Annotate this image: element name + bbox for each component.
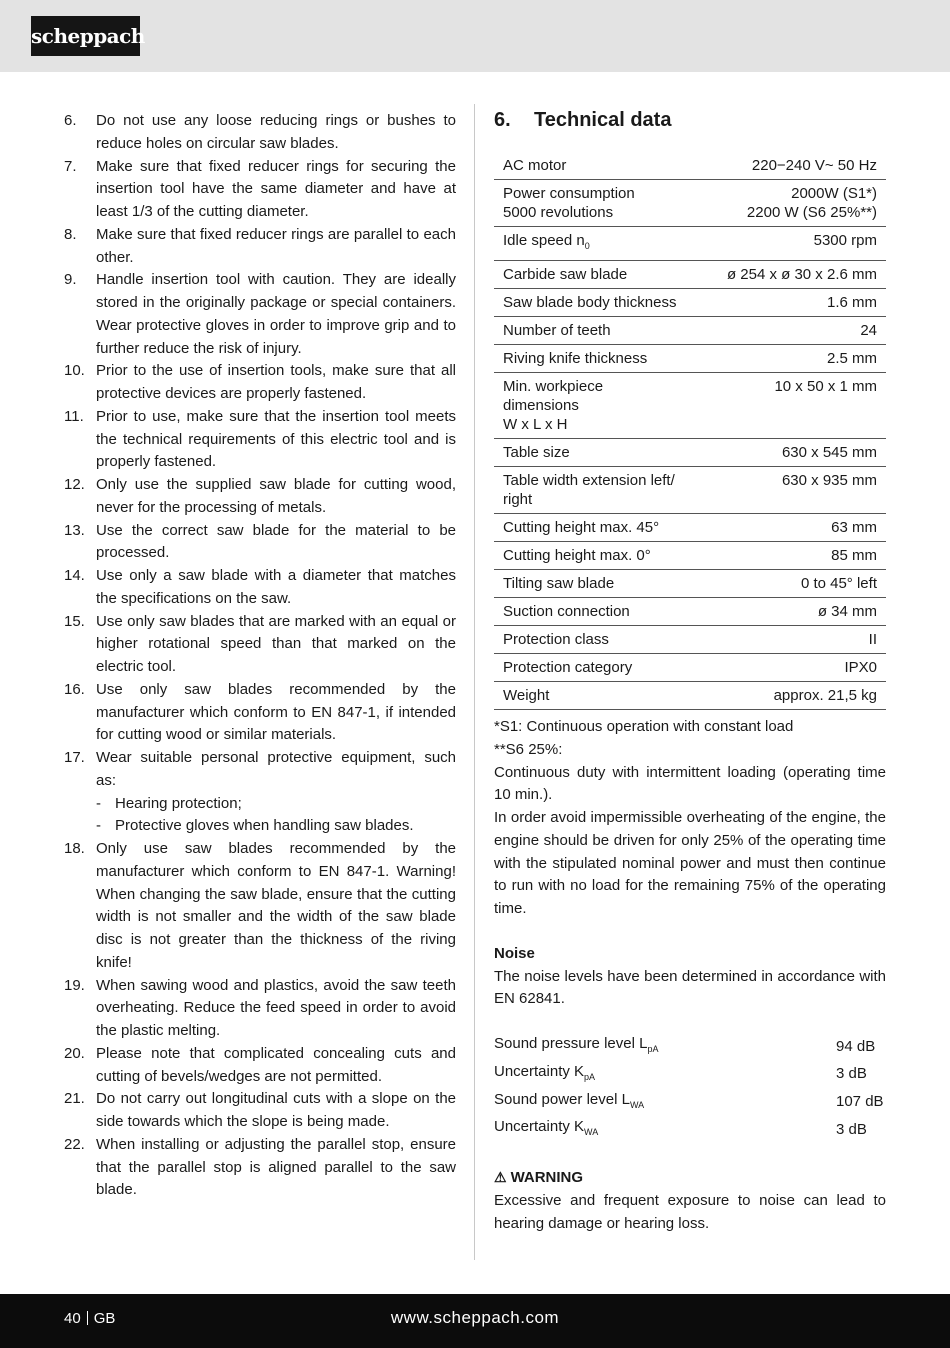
item-text [96,838,456,975]
list-item [64,611,456,679]
list-item [64,975,456,1043]
spec-label: Min. workpiece dimensions W x L x H [503,378,604,433]
spec-label: Protection category [503,659,633,676]
list-item [64,747,456,838]
spec-value: 5300 rpm [813,232,877,249]
spec-value: IPX0 [844,659,877,676]
safety-instructions-list [64,110,456,1202]
section-heading: 6. Technical data [494,109,672,131]
noise-value: 107 dB [836,1093,884,1110]
spec-row [494,542,886,570]
item-text-body: Handle insertion tool with caution. They are ideally stored in the originally package or special containers. Wear protective gloves in order to improve grip and to further reduce the risk of injury. [96,271,456,357]
item-number: 12. [64,476,85,493]
spec-row [494,373,886,439]
item-number: 19. [64,976,85,994]
s1-note: *S1: Continuous operation with constant load [494,718,794,735]
technical-data-section [494,106,886,1235]
spec-value: 0 to 45° left [800,575,877,592]
item-number: 20. [64,1044,85,1062]
list-item [64,360,456,406]
dash-bullet: - [96,817,101,835]
dash-bullet: - [96,794,101,812]
item-text-body: Prior to use, make sure that the insertion tool meets the technical requirements of this electric tool and is properly fastened. [96,407,456,471]
item-number: 16. [64,680,85,698]
noise-label: Sound pressure level $L_{pA}$ [494,1035,659,1054]
spec-label: Number of teeth [503,322,611,339]
spec-row [494,598,886,626]
item-text [96,156,456,224]
spec-row [494,467,886,514]
list-item [64,110,456,156]
spec-label: Idle speed $n_0$ [503,232,590,251]
noise-value: 3 dB [836,1120,867,1138]
item-text-body: Use only saw blades recommended by the manufacturer which conform to EN 847-1, if intended for cutting wood or similar materials. [96,680,456,744]
spec-value: 630 x 935 mm [781,472,877,489]
noise-row [494,1061,886,1089]
sub-item-text: Hearing protection; [115,794,242,812]
noise-label: Uncertainty $K_{WA}$ [494,1118,599,1138]
item-text-body: Make sure that fixed reducer rings for securing the insertion tool have the same diameter and have at least 1/3 of the cutting diameter. [96,157,456,220]
list-item [64,156,456,224]
spec-row [494,154,886,180]
spec-value: 2000W (S1*) 2200 W (S6 25%**) [746,185,877,221]
item-text [96,269,456,360]
spec-label: Protection class [503,631,609,648]
item-number: 10. [64,362,85,380]
item-text [96,520,456,566]
spec-value: 2.5 mm [826,350,877,367]
noise-value: 3 dB [836,1065,867,1083]
item-text [96,1134,456,1202]
item-number: 7. [64,157,77,175]
noise-label: Sound power level $L_{WA}$ [494,1090,645,1110]
warning-heading: ⚠ WARNING [494,1169,584,1186]
list-item [64,474,456,520]
item-text-body: Please note that complicated concealing cuts and cutting of bevels/wedges are not permitted. [96,1044,456,1085]
page-number: 40 GB [64,1310,116,1327]
spec-row [494,289,886,317]
list-item [64,1088,456,1134]
item-text-body: Use only saw blades that are marked with an equal or higher rotational speed than that marked on the electric tool. [96,612,456,675]
item-number: 11. [64,407,84,425]
noise-row [494,1116,886,1144]
spec-value: 220−240 V~ 50 Hz [751,157,877,174]
engine-note: In order avoid impermissible overheating of the engine, the engine should be driven for only 25% of the operating time with the stipulated nominal power and must then continue to run with no load for the remaining 75% of the operating time. [494,809,886,917]
spec-row [494,654,886,682]
item-text-body: When sawing wood and plastics, avoid the saw teeth overheating. Reduce the feed speed in order to avoid the plastic melting. [96,976,456,1039]
list-item [64,838,456,975]
item-text-body: Do not use any loose reducing rings or bushes to reduce holes on circular saw blades. [96,112,456,152]
spec-label: Riving knife thickness [503,350,648,367]
list-item [64,406,456,474]
item-number: 14. [64,567,85,584]
noise-text: The noise levels have been determined in accordance with EN 62841. [494,967,886,1008]
spec-value: 85 mm [831,547,877,564]
spec-label: Saw blade body thickness [503,294,677,311]
sub-list-item [96,793,456,816]
spec-row [494,626,886,654]
list-item [64,679,456,747]
spec-label: Cutting height max. 0° [503,547,651,564]
s6-description: Continuous duty with intermittent loading (operating time 10 min.). [494,763,886,804]
spec-row [494,570,886,598]
item-text-body: Do not carry out longitudinal cuts with a slope on the side towards which the slope is being made. [96,1090,456,1130]
spec-row [494,682,886,710]
item-text [96,110,456,156]
item-text [96,975,456,1043]
item-text-body: Only use the supplied saw blade for cutting wood, never for the processing of metals. [96,476,456,516]
spec-label: Cutting height max. 45° [503,519,660,536]
list-item [64,520,456,566]
item-text [96,1043,456,1089]
item-text [96,565,456,611]
column-divider [474,104,475,1260]
item-text [96,679,456,747]
item-text [96,1088,456,1134]
item-text [96,224,456,270]
item-number: 8. [64,225,77,243]
item-number: 13. [64,521,85,539]
noise-row [494,1089,886,1117]
spec-label: AC motor [503,157,567,174]
noise-row [494,1033,886,1061]
item-text [96,406,456,474]
spec-label: Suction connection [503,603,630,620]
item-text-body: Use only a saw blade with a diameter that matches the specifications on the saw. [96,567,456,607]
noise-heading: Noise [494,944,535,962]
page-header [0,0,950,72]
spec-label: Table width extension left/ right [503,472,675,508]
spec-label: Power consumption 5000 revolutions [503,185,635,221]
spec-value: ø 254 x ø 30 x 2.6 mm [726,266,877,283]
duty-notes [494,716,886,921]
spec-value: 630 x 545 mm [781,444,877,461]
item-number: 22. [64,1135,85,1153]
item-number: 17. [64,749,85,766]
item-text [96,747,456,838]
item-number: 15. [64,612,85,630]
item-number: 18. [64,840,85,857]
s6-note: **S6 25%: [494,740,563,758]
sub-item-text: Protective gloves when handling saw blades. [115,817,414,835]
website-link[interactable]: www.scheppach.com [390,1308,560,1327]
spec-row [494,227,886,261]
spec-value: 24 [860,322,877,339]
spec-value: approx. 21,5 kg [773,687,877,704]
spec-label: Weight [503,687,550,704]
spec-label: Tilting saw blade [503,575,615,592]
sub-list-item [96,815,456,838]
list-item [64,565,456,611]
spec-label: Carbide saw blade [503,266,628,283]
item-number: 9. [64,271,77,289]
list-item [64,269,456,360]
item-text [96,474,456,520]
list-item [64,224,456,270]
item-text-body: Make sure that fixed reducer rings are parallel to each other. [96,225,456,266]
list-item [64,1134,456,1202]
scheppach-logo: scheppach [31,16,140,56]
noise-table [494,1033,886,1144]
item-text-body: Prior to the use of insertion tools, make sure that all protective devices are properly fastened. [96,362,456,402]
spec-label: Table size [503,444,570,461]
noise-label: Uncertainty $K_{pA}$ [494,1062,596,1082]
warning-text: Excessive and frequent exposure to noise can lead to hearing damage or hearing loss. [494,1191,886,1232]
item-text-body: Wear suitable personal protective equipment, such as: [96,749,456,789]
spec-value: 63 mm [831,519,877,536]
item-text-body: Only use saw blades recommended by the manufacturer which conform to EN 847-1. Warning! When changing the saw blade, ensure that the cutting width is not smaller and the width of the saw blade disc is not greater than the thickness of the riving knife! [96,840,456,971]
spec-row [494,261,886,289]
spec-row [494,180,886,227]
spec-value: ø 34 mm [817,603,877,620]
spec-value: 1.6 mm [826,294,877,311]
technical-data-table [494,154,886,710]
spec-value: II [868,631,877,648]
item-text [96,611,456,679]
warning-triangle-icon: ⚠ [494,1169,507,1185]
item-number: 6. [64,112,77,129]
noise-value: 94 dB [836,1037,876,1055]
item-text-body: When installing or adjusting the parallel stop, ensure that the parallel stop is aligned parallel to the saw blade. [96,1135,456,1199]
spec-row [494,514,886,542]
item-text-body: Use the correct saw blade for the material to be processed. [96,521,456,562]
list-item [64,1043,456,1089]
spec-row [494,345,886,373]
item-number: 21. [64,1090,85,1108]
spec-row [494,317,886,345]
item-text [96,360,456,406]
spec-value: 10 x 50 x 1 mm [774,378,877,395]
spec-row [494,439,886,467]
